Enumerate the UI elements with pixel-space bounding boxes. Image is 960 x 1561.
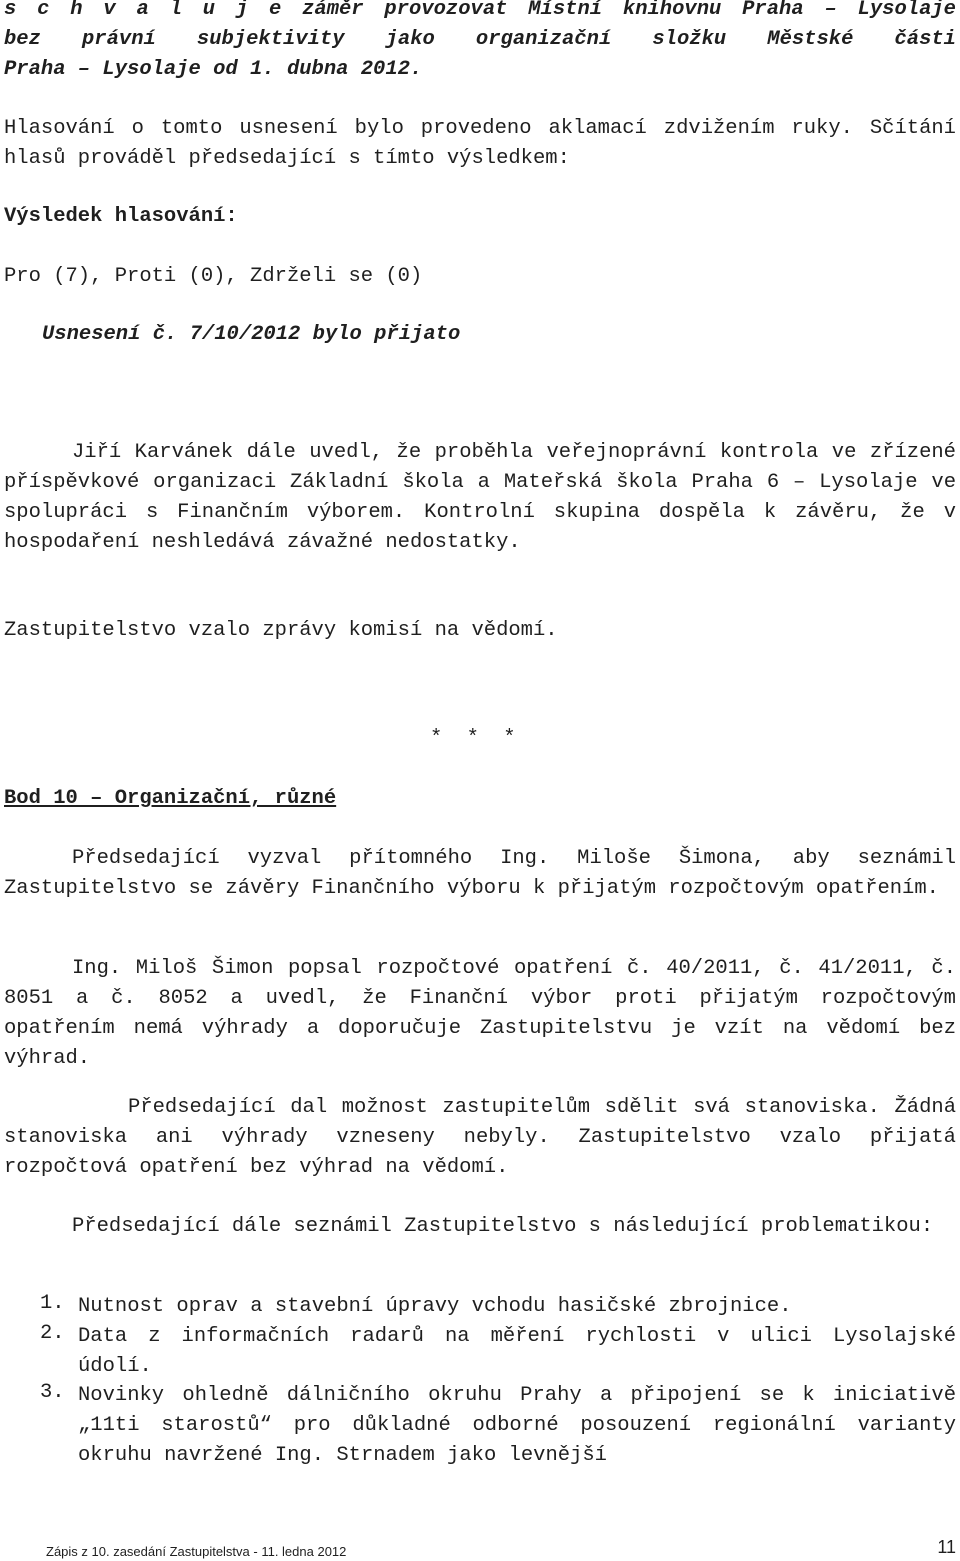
vote-intro: Hlasování o tomto usnesení bylo provedeno aklamací zdvižením ruky. Sčítání hlasů prováděl předsedající s tímto výsledkem: xyxy=(4,117,956,170)
resolution-status: Usnesení č. 7/10/2012 bylo přijato xyxy=(42,323,461,346)
vote-heading: Výsledek hlasování: xyxy=(4,205,238,228)
resolution-approves: s c h v a l u j e xyxy=(4,0,282,21)
paragraph-3: Předsedající dal možnost zastupitelům sdělit svá stanoviska. Žádná stanoviska ani výhrady vzneseny nebyly. Zastupitelstvo vzalo přijatá rozpočtová opatření bez výhrad na vědomí. xyxy=(4,1096,956,1179)
list-item xyxy=(40,1381,956,1471)
list-item xyxy=(40,1292,956,1322)
paragraph-1: Předsedající vyzval přítomného Ing. Miloše Šimona, aby seznámil Zastupitelstvo se závěry Finančního výboru k přijatým rozpočtovým opatřením. xyxy=(4,847,956,900)
list-number: 3. xyxy=(40,1381,65,1404)
page-number: 11 xyxy=(937,1537,956,1557)
vote-result: Pro (7), Proti (0), Zdrželi se (0) xyxy=(4,265,423,288)
page-footer: Zápis z 10. zasedání Zastupitelstva - 11. ledna 2012 xyxy=(46,1544,347,1559)
resolution-text-1: záměr provozovat Místní knihovnu Praha – Lysolaje xyxy=(302,0,956,21)
paragraph-4: Předsedající dále seznámil Zastupitelstvo s následující problematikou: xyxy=(72,1215,934,1238)
committee-note: Zastupitelstvo vzalo zprávy komisí na vědomí. xyxy=(4,619,558,642)
paragraph-2: Ing. Miloš Šimon popsal rozpočtové opatření č. 40/2011, č. 41/2011, č. 8051 a č. 8052 a uvedl, že Finanční výbor proti přijatým rozpočtovým opatřením nemá výhrady a doporučuje Zastupitelstvu je vzít na vědomí bez výhrad. xyxy=(4,957,956,1070)
list-text: Data z informačních radarů na měření rychlosti v ulici Lysolajské údolí. xyxy=(78,1325,956,1378)
list-number: 1. xyxy=(40,1292,65,1315)
list-text: Novinky ohledně dálničního okruhu Prahy a připojení se k iniciativě „11ti starostů“ pro důkladné odborné posouzení regionální varianty okruhu navržené Ing. Strnadem jako levnější xyxy=(78,1384,956,1467)
list-number: 2. xyxy=(40,1322,65,1345)
section-heading: Bod 10 – Organizační, různé xyxy=(4,787,337,810)
resolution-line-1 xyxy=(4,0,956,25)
section-separator: * * * xyxy=(430,727,516,750)
control-paragraph: Jiří Karvánek dále uvedl, že proběhla veřejnoprávní kontrola ve zřízené příspěvkové organizaci Základní škola a Mateřská škola Praha 6 – Lysolaje ve spolupráci s Finančním výborem. Kontrolní skupina dospěla k závěru, že v hospodaření neshledává závažné nedostatky. xyxy=(4,441,956,554)
resolution-line-3: Praha – Lysolaje od 1. dubna 2012. xyxy=(4,58,423,81)
list-item xyxy=(40,1322,956,1382)
resolution-line-2: bez právní subjektivity jako organizační složku Městské části xyxy=(4,28,956,51)
list-text: Nutnost oprav a stavební úpravy vchodu hasičské zbrojnice. xyxy=(78,1295,792,1318)
